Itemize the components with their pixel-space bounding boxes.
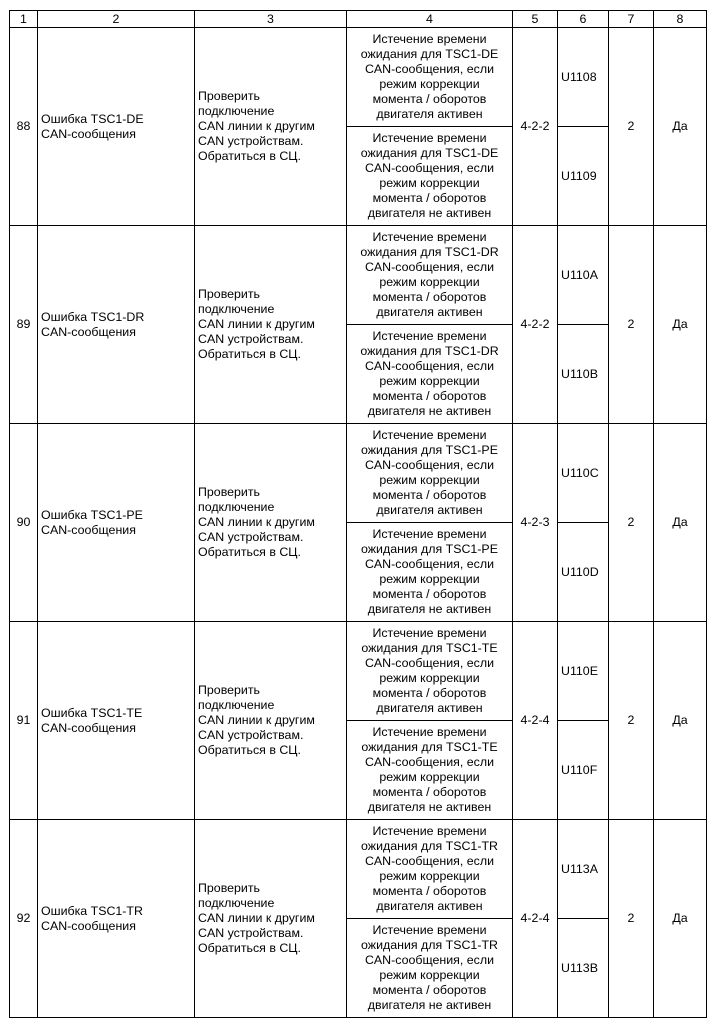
lamp-value: 2 xyxy=(609,226,654,424)
table-row xyxy=(10,226,707,325)
fault-condition-inactive: Истечение времени ожидания для TSC1-DE CAN-сообщения, если режим коррекции момента / оборотов двигателя не активен xyxy=(347,127,513,226)
dtc-code: U1109 xyxy=(558,127,609,226)
fault-number: 90 xyxy=(10,424,38,622)
blink-code: 4-2-2 xyxy=(513,28,558,226)
fault-name: Ошибка TSC1-PE CAN-сообщения xyxy=(38,424,195,622)
fault-condition-active: Истечение времени ожидания для TSC1-DR CAN-сообщения, если режим коррекции момента / оборотов двигателя активен xyxy=(347,226,513,325)
header-cell: 3 xyxy=(195,11,347,28)
table-header-row xyxy=(10,11,707,28)
table-row xyxy=(10,820,707,919)
header-cell: 7 xyxy=(609,11,654,28)
dtc-code: U113B xyxy=(558,919,609,1018)
fault-condition-active: Истечение времени ожидания для TSC1-TR CAN-сообщения, если режим коррекции момента / оборотов двигателя активен xyxy=(347,820,513,919)
dtc-code: U110B xyxy=(558,325,609,424)
fault-condition-inactive: Истечение времени ожидания для TSC1-DR CAN-сообщения, если режим коррекции момента / оборотов двигателя не активен xyxy=(347,325,513,424)
stop-value: Да xyxy=(654,622,707,820)
fault-condition-active: Истечение времени ожидания для TSC1-DE CAN-сообщения, если режим коррекции момента / оборотов двигателя активен xyxy=(347,28,513,127)
dtc-code: U110E xyxy=(558,622,609,721)
fault-codes-table xyxy=(9,10,707,1018)
fault-action: Проверить подключение CAN линии к другим CAN устройствам. Обратиться в СЦ. xyxy=(195,226,347,424)
dtc-code: U1108 xyxy=(558,28,609,127)
header-cell: 5 xyxy=(513,11,558,28)
table-row xyxy=(10,28,707,127)
lamp-value: 2 xyxy=(609,622,654,820)
table-row xyxy=(10,622,707,721)
fault-number: 91 xyxy=(10,622,38,820)
table-row xyxy=(10,424,707,523)
lamp-value: 2 xyxy=(609,820,654,1018)
blink-code: 4-2-4 xyxy=(513,820,558,1018)
fault-name: Ошибка TSC1-DE CAN-сообщения xyxy=(38,28,195,226)
stop-value: Да xyxy=(654,820,707,1018)
blink-code: 4-2-4 xyxy=(513,622,558,820)
fault-action: Проверить подключение CAN линии к другим CAN устройствам. Обратиться в СЦ. xyxy=(195,424,347,622)
dtc-code: U110F xyxy=(558,721,609,820)
fault-condition-active: Истечение времени ожидания для TSC1-PE CAN-сообщения, если режим коррекции момента / оборотов двигателя активен xyxy=(347,424,513,523)
fault-name: Ошибка TSC1-TE CAN-сообщения xyxy=(38,622,195,820)
fault-number: 88 xyxy=(10,28,38,226)
fault-action: Проверить подключение CAN линии к другим CAN устройствам. Обратиться в СЦ. xyxy=(195,622,347,820)
header-cell: 4 xyxy=(347,11,513,28)
header-cell: 1 xyxy=(10,11,38,28)
header-cell: 2 xyxy=(38,11,195,28)
blink-code: 4-2-3 xyxy=(513,424,558,622)
header-cell: 6 xyxy=(558,11,609,28)
fault-action: Проверить подключение CAN линии к другим CAN устройствам. Обратиться в СЦ. xyxy=(195,820,347,1018)
dtc-code: U110C xyxy=(558,424,609,523)
blink-code: 4-2-2 xyxy=(513,226,558,424)
stop-value: Да xyxy=(654,226,707,424)
lamp-value: 2 xyxy=(609,28,654,226)
stop-value: Да xyxy=(654,28,707,226)
fault-name: Ошибка TSC1-DR CAN-сообщения xyxy=(38,226,195,424)
dtc-code: U110A xyxy=(558,226,609,325)
stop-value: Да xyxy=(654,424,707,622)
fault-name: Ошибка TSC1-TR CAN-сообщения xyxy=(38,820,195,1018)
dtc-code: U113A xyxy=(558,820,609,919)
fault-condition-active: Истечение времени ожидания для TSC1-TE CAN-сообщения, если режим коррекции момента / оборотов двигателя активен xyxy=(347,622,513,721)
fault-action: Проверить подключение CAN линии к другим CAN устройствам. Обратиться в СЦ. xyxy=(195,28,347,226)
fault-number: 89 xyxy=(10,226,38,424)
header-cell: 8 xyxy=(654,11,707,28)
fault-condition-inactive: Истечение времени ожидания для TSC1-TR CAN-сообщения, если режим коррекции момента / оборотов двигателя не активен xyxy=(347,919,513,1018)
fault-number: 92 xyxy=(10,820,38,1018)
lamp-value: 2 xyxy=(609,424,654,622)
fault-condition-inactive: Истечение времени ожидания для TSC1-TE CAN-сообщения, если режим коррекции момента / оборотов двигателя не активен xyxy=(347,721,513,820)
dtc-code: U110D xyxy=(558,523,609,622)
fault-condition-inactive: Истечение времени ожидания для TSC1-PE CAN-сообщения, если режим коррекции момента / оборотов двигателя не активен xyxy=(347,523,513,622)
